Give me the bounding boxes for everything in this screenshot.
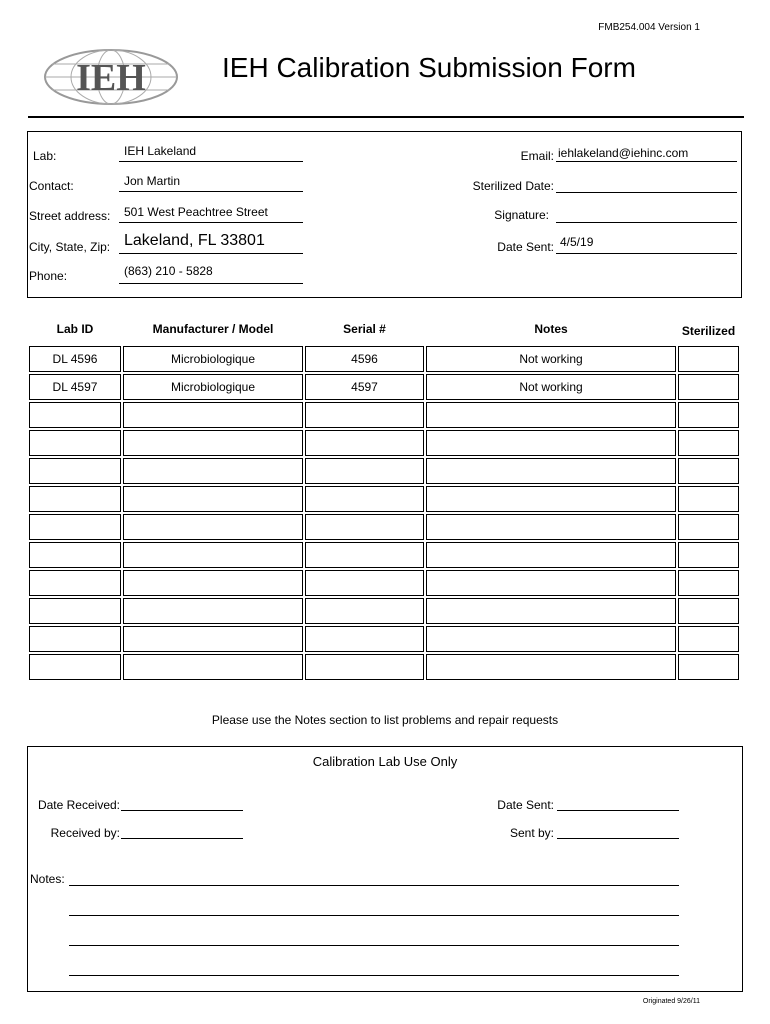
table-row	[29, 570, 739, 596]
title-divider	[28, 116, 744, 118]
date-received-label: Date Received:	[37, 798, 120, 812]
contact-label: Contact:	[29, 179, 74, 193]
notes-cell[interactable]	[426, 570, 676, 596]
manufacturer-model-cell[interactable]	[123, 514, 303, 540]
serial-cell[interactable]	[305, 430, 424, 456]
lab-notes-line-1[interactable]	[69, 885, 679, 886]
sterilized-cell[interactable]	[678, 654, 739, 680]
notes-cell[interactable]	[426, 654, 676, 680]
table-row	[29, 654, 739, 680]
sterilized-cell[interactable]	[678, 542, 739, 568]
lab-use-box	[27, 746, 743, 992]
manufacturer-model-cell[interactable]	[123, 598, 303, 624]
sterilized-cell[interactable]	[678, 374, 739, 400]
header-manufacturer-model: Manufacturer / Model	[152, 322, 274, 336]
notes-cell[interactable]	[426, 402, 676, 428]
lab-field[interactable]: IEH Lakeland	[124, 144, 197, 158]
city-state-zip-label: City, State, Zip:	[29, 240, 111, 254]
form-id: FMB254.004 Version 1	[598, 22, 700, 33]
contact-field[interactable]: Jon Martin	[124, 174, 181, 188]
lab-notes-label: Notes:	[30, 872, 65, 886]
lab-notes-line-2[interactable]	[69, 915, 679, 916]
page-title: IEH Calibration Submission Form	[222, 52, 636, 83]
serial-cell[interactable]	[305, 458, 424, 484]
sterilized-cell[interactable]	[678, 430, 739, 456]
notes-cell[interactable]	[426, 542, 676, 568]
manufacturer-model-cell[interactable]: Microbiologique	[123, 346, 303, 372]
received-by-label: Received by:	[50, 826, 120, 840]
manufacturer-model-cell[interactable]	[123, 654, 303, 680]
serial-cell[interactable]	[305, 402, 424, 428]
notes-cell[interactable]	[426, 626, 676, 652]
sterilized-cell[interactable]	[678, 346, 739, 372]
table-row	[29, 374, 739, 400]
serial-cell[interactable]	[305, 514, 424, 540]
table-header-row	[29, 314, 739, 344]
phone-field[interactable]: (863) 210 - 5828	[124, 264, 213, 278]
date-received-field[interactable]	[121, 810, 243, 811]
email-label: Email:	[520, 149, 554, 163]
table-row	[29, 598, 739, 624]
sent-by-field[interactable]	[557, 838, 679, 839]
lab-id-cell[interactable]	[29, 598, 121, 624]
manufacturer-model-cell[interactable]	[123, 458, 303, 484]
street-field-line	[119, 222, 303, 223]
manufacturer-model-cell[interactable]	[123, 542, 303, 568]
street-label: Street address:	[29, 209, 111, 223]
email-field[interactable]: iehlakeland@iehinc.com	[558, 146, 689, 160]
lab-use-title: Calibration Lab Use Only	[312, 754, 458, 769]
ieh-logo	[42, 48, 180, 106]
sterilized-cell[interactable]	[678, 458, 739, 484]
lab-id-cell[interactable]	[29, 542, 121, 568]
serial-cell[interactable]	[305, 626, 424, 652]
notes-instruction: Please use the Notes section to list problems and repair requests	[211, 713, 559, 727]
manufacturer-model-cell[interactable]	[123, 402, 303, 428]
logo-text: IEH	[76, 57, 146, 99]
sterilized-cell[interactable]	[678, 514, 739, 540]
notes-cell[interactable]	[426, 514, 676, 540]
serial-cell[interactable]: 4597	[305, 374, 424, 400]
signature-line	[556, 222, 737, 223]
notes-cell[interactable]	[426, 486, 676, 512]
contact-field-line	[119, 191, 303, 192]
table-row	[29, 430, 739, 456]
date-sent-field[interactable]: 4/5/19	[560, 235, 594, 249]
city-field-line	[119, 253, 303, 254]
lab-date-sent-label: Date Sent:	[497, 798, 554, 812]
received-by-field[interactable]	[121, 838, 243, 839]
date-sent-line	[556, 253, 737, 254]
sterilized-cell[interactable]	[678, 626, 739, 652]
originated-date: Originated 9/26/11	[642, 998, 700, 1005]
lab-id-cell[interactable]	[29, 458, 121, 484]
table-row	[29, 514, 739, 540]
lab-id-cell[interactable]	[29, 486, 121, 512]
notes-cell[interactable]: Not working	[426, 374, 676, 400]
city-state-zip-field[interactable]: Lakeland, FL 33801	[124, 232, 265, 249]
table-body	[29, 346, 739, 680]
date-sent-label: Date Sent:	[497, 240, 554, 254]
serial-cell[interactable]	[305, 570, 424, 596]
table-row	[29, 402, 739, 428]
table-row	[29, 346, 739, 372]
lab-id-cell[interactable]: DL 4597	[29, 374, 121, 400]
phone-label: Phone:	[29, 269, 68, 283]
lab-date-sent-field[interactable]	[557, 810, 679, 811]
phone-field-line	[119, 283, 303, 284]
equipment-table	[27, 312, 741, 682]
lab-id-cell[interactable]	[29, 402, 121, 428]
serial-cell[interactable]	[305, 542, 424, 568]
manufacturer-model-cell[interactable]	[123, 626, 303, 652]
sterilized-cell[interactable]	[678, 570, 739, 596]
serial-cell[interactable]: 4596	[305, 346, 424, 372]
manufacturer-model-cell[interactable]	[123, 486, 303, 512]
lab-label: Lab:	[33, 149, 57, 163]
lab-notes-line-3[interactable]	[69, 945, 679, 946]
sterilized-cell[interactable]	[678, 486, 739, 512]
serial-cell[interactable]	[305, 598, 424, 624]
lab-id-cell[interactable]: DL 4596	[29, 346, 121, 372]
serial-cell[interactable]	[305, 486, 424, 512]
sent-by-label: Sent by:	[509, 826, 554, 840]
header-serial: Serial #	[343, 322, 386, 336]
street-field[interactable]: 501 West Peachtree Street	[124, 205, 268, 219]
notes-cell[interactable]	[426, 430, 676, 456]
header-lab-id: Lab ID	[56, 322, 94, 336]
manufacturer-model-cell[interactable]	[123, 430, 303, 456]
notes-cell[interactable]: Not working	[426, 346, 676, 372]
sterilized-date-label: Sterilized Date:	[472, 179, 554, 193]
header-notes: Notes	[534, 322, 568, 336]
lab-id-cell[interactable]	[29, 430, 121, 456]
table-row	[29, 486, 739, 512]
table-row	[29, 626, 739, 652]
manufacturer-model-cell[interactable]: Microbiologique	[123, 374, 303, 400]
serial-cell[interactable]	[305, 654, 424, 680]
lab-id-cell[interactable]	[29, 626, 121, 652]
header-sterilized: Sterilized	[681, 324, 736, 338]
notes-cell[interactable]	[426, 458, 676, 484]
notes-cell[interactable]	[426, 598, 676, 624]
lab-notes-line-4[interactable]	[69, 975, 679, 976]
sterilized-cell[interactable]	[678, 598, 739, 624]
lab-id-cell[interactable]	[29, 570, 121, 596]
lab-id-cell[interactable]	[29, 654, 121, 680]
table-row	[29, 542, 739, 568]
manufacturer-model-cell[interactable]	[123, 570, 303, 596]
lab-field-line	[119, 161, 303, 162]
signature-label: Signature:	[494, 208, 549, 222]
sterilized-date-line	[556, 192, 737, 193]
email-field-line	[556, 161, 737, 162]
lab-id-cell[interactable]	[29, 514, 121, 540]
sterilized-cell[interactable]	[678, 402, 739, 428]
table-row	[29, 458, 739, 484]
